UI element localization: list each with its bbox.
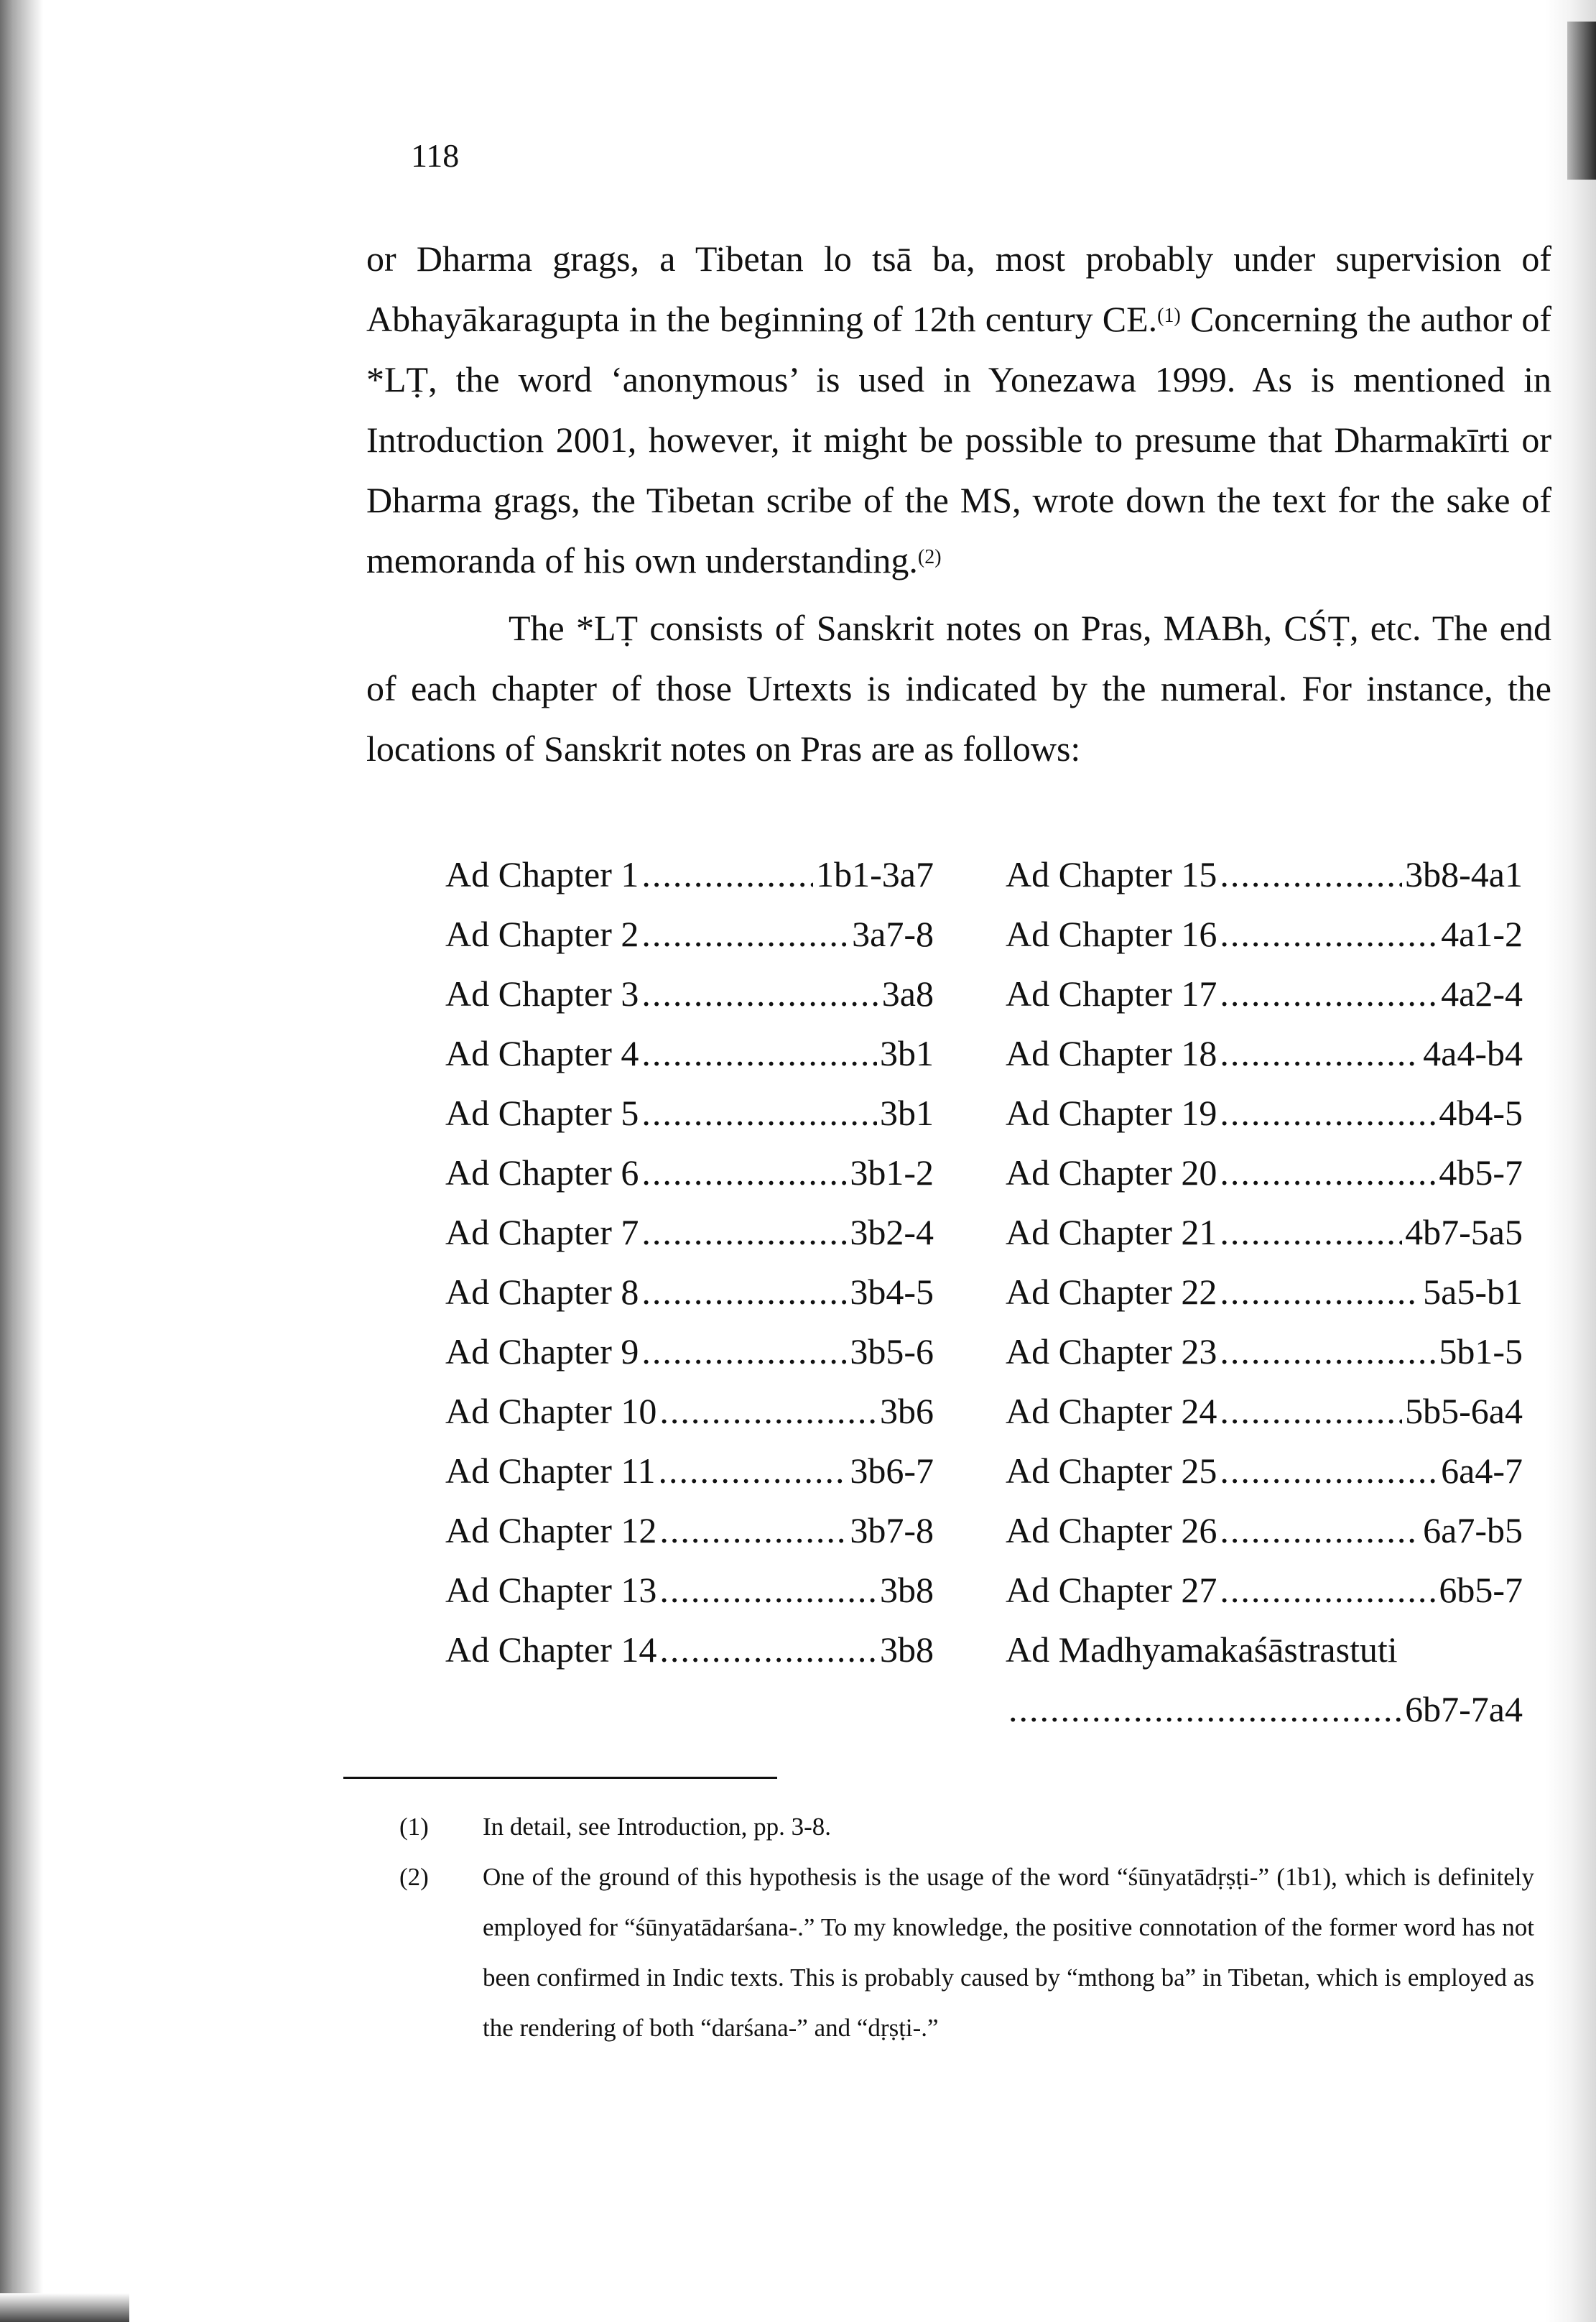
chapter-label: Ad Chapter 10	[445, 1391, 657, 1431]
folio-location: 4a1-2	[1441, 914, 1523, 954]
chapter-row	[445, 1322, 934, 1382]
folio-location: 5b1-5	[1439, 1331, 1523, 1372]
folio-location: 4a4-b4	[1423, 1033, 1523, 1073]
chapter-row	[445, 845, 934, 905]
chapter-row	[1006, 1382, 1523, 1441]
chapter-label: Ad Chapter 20	[1006, 1152, 1217, 1193]
paragraph-1-part-2: Concerning the author of *LṬ, the word ‘anonymous’ is used in Yonezawa 1999. As is mentioned in Introduction 2001, however, it might be possible to presume that Dharmakīrti or Dharma grags, the Tibetan scribe of the MS, wrote down the text for the sake of memoranda of his own understanding.	[366, 299, 1551, 580]
chapter-row	[445, 1620, 934, 1680]
chapter-label: Ad Chapter 18	[1006, 1033, 1217, 1073]
chapter-label: Ad Chapter 6	[445, 1152, 639, 1193]
folio-location: 6b7-7a4	[1405, 1689, 1523, 1729]
chapter-row	[445, 1382, 934, 1441]
footnote-rule	[343, 1777, 777, 1779]
folio-location: 3b5-6	[850, 1331, 934, 1372]
folio-location: 6a7-b5	[1423, 1510, 1523, 1550]
chapter-label: Ad Chapter 3	[445, 973, 639, 1014]
chapter-label: Ad Chapter 4	[445, 1033, 639, 1073]
scan-edge-left	[0, 0, 43, 2322]
chapter-label: Ad Chapter 19	[1006, 1093, 1217, 1133]
leader-dots	[659, 1441, 848, 1501]
folio-location: 6b5-7	[1439, 1570, 1523, 1610]
leader-dots	[1220, 1143, 1436, 1203]
leader-dots	[1220, 1560, 1436, 1620]
footnote-mark: (1)	[399, 1813, 429, 1841]
leader-dots	[659, 1620, 877, 1680]
chapter-row	[1006, 845, 1523, 905]
paragraph-2: The *LṬ consists of Sanskrit notes on Pras, MABh, CŚṬ, etc. The end of each chapter of those Urtexts is indicated by the numeral. For instance, the locations of Sanskrit notes on Pras are as follows:	[366, 608, 1551, 769]
folio-location: 3b7-8	[850, 1510, 934, 1550]
chapter-label: Ad Chapter 9	[445, 1331, 639, 1372]
leader-dots	[659, 1560, 877, 1620]
chapter-row	[1006, 964, 1523, 1024]
chapter-row	[1006, 1262, 1523, 1322]
footnote-1	[399, 1802, 1534, 1852]
chapter-row	[445, 964, 934, 1024]
chapter-row	[1006, 1083, 1523, 1143]
folio-location: 3b1	[880, 1093, 934, 1133]
chapter-label: Ad Chapter 13	[445, 1570, 657, 1610]
chapter-label: Ad Chapter 21	[1006, 1212, 1217, 1252]
folio-location: 4a2-4	[1441, 973, 1523, 1014]
stuti-label: Ad Madhyamakaśāstrastuti	[1006, 1629, 1398, 1670]
stuti-location-row	[1006, 1680, 1523, 1739]
folio-location: 4b5-7	[1439, 1152, 1523, 1193]
folio-location: 1b1-3a7	[816, 854, 934, 894]
leader-dots	[1220, 964, 1438, 1024]
folio-location: 3a8	[881, 973, 934, 1014]
leader-dots	[641, 1262, 847, 1322]
chapter-row	[1006, 1560, 1523, 1620]
leader-dots	[1220, 1322, 1436, 1382]
leader-dots	[1220, 905, 1438, 964]
chapter-label: Ad Chapter 22	[1006, 1272, 1217, 1312]
scan-corner-shadow	[1567, 22, 1596, 180]
chapter-list-left	[445, 845, 934, 1680]
chapter-label: Ad Chapter 16	[1006, 914, 1217, 954]
chapter-row	[445, 1262, 934, 1322]
chapter-row	[1006, 1143, 1523, 1203]
folio-location: 3b8-4a1	[1405, 854, 1523, 894]
footnotes	[399, 1802, 1534, 2053]
leader-dots	[1220, 1441, 1438, 1501]
folio-location: 5a5-b1	[1423, 1272, 1523, 1312]
body-text	[366, 228, 1551, 779]
leader-dots	[1220, 845, 1402, 905]
chapter-label: Ad Chapter 11	[445, 1451, 656, 1491]
chapter-label: Ad Chapter 23	[1006, 1331, 1217, 1372]
chapter-label: Ad Chapter 25	[1006, 1451, 1217, 1491]
leader-dots	[1220, 1382, 1402, 1441]
chapter-list-right	[1006, 845, 1523, 1739]
leader-dots	[641, 1024, 877, 1083]
chapter-label: Ad Chapter 2	[445, 914, 639, 954]
leader-dots	[1220, 1083, 1436, 1143]
chapter-row	[1006, 1203, 1523, 1262]
folio-location: 3b1	[880, 1033, 934, 1073]
chapter-label: Ad Chapter 15	[1006, 854, 1217, 894]
chapter-row	[1006, 1441, 1523, 1501]
page-number: 118	[411, 137, 460, 174]
leader-dots	[641, 1322, 847, 1382]
chapter-row	[445, 1560, 934, 1620]
leader-dots	[659, 1382, 877, 1441]
folio-location: 3b6	[880, 1391, 934, 1431]
chapter-row	[1006, 1024, 1523, 1083]
chapter-label: Ad Chapter 1	[445, 854, 639, 894]
paragraph-1-part-1: or Dharma grags, a Tibetan lo tsā ba, most probably under supervision of Abhayākaragupta in the beginning of 12th century CE.	[366, 239, 1551, 339]
leader-dots	[641, 1203, 847, 1262]
leader-dots	[1220, 1501, 1420, 1560]
stuti-label-row	[1006, 1620, 1523, 1680]
chapter-label: Ad Chapter 24	[1006, 1391, 1217, 1431]
chapter-label: Ad Chapter 26	[1006, 1510, 1217, 1550]
folio-location: 3b8	[880, 1570, 934, 1610]
chapter-label: Ad Chapter 27	[1006, 1570, 1217, 1610]
folio-location: 3b1-2	[850, 1152, 934, 1193]
folio-location: 3a7-8	[852, 914, 934, 954]
footnote-text: One of the ground of this hypothesis is the usage of the word “śūnyatādṛṣṭi-” (1b1), which is definitely employed for “śūnyatādarśana-.” To my knowledge, the positive connotation of the former word has not been confirmed in Indic texts. This is probably caused by “mthong ba” in Tibetan, which is employed as the rendering of both “darśana-” and “dṛṣṭi-.”	[483, 1863, 1534, 2042]
chapter-label: Ad Chapter 7	[445, 1212, 639, 1252]
chapter-label: Ad Chapter 5	[445, 1093, 639, 1133]
chapter-row	[445, 1441, 934, 1501]
folio-location: 4b7-5a5	[1405, 1212, 1523, 1252]
paragraph-1	[366, 228, 1551, 591]
leader-dots	[1008, 1680, 1402, 1739]
leader-dots	[641, 845, 813, 905]
footnote-2	[399, 1852, 1534, 2053]
chapter-row	[1006, 905, 1523, 964]
footnote-text: In detail, see Introduction, pp. 3-8.	[483, 1813, 832, 1841]
chapter-label: Ad Chapter 8	[445, 1272, 639, 1312]
leader-dots	[641, 1143, 847, 1203]
chapter-label: Ad Chapter 17	[1006, 973, 1217, 1014]
folio-location: 3b6-7	[850, 1451, 934, 1491]
folio-location: 3b4-5	[850, 1272, 934, 1312]
leader-dots	[641, 1083, 877, 1143]
chapter-row	[445, 905, 934, 964]
leader-dots	[1220, 1203, 1402, 1262]
chapter-row	[445, 1203, 934, 1262]
chapter-row	[445, 1501, 934, 1560]
footnote-mark: (2)	[399, 1863, 429, 1891]
scan-edge-bottom	[0, 2293, 129, 2322]
folio-location: 3b8	[880, 1629, 934, 1670]
folio-location: 5b5-6a4	[1405, 1391, 1523, 1431]
leader-dots	[659, 1501, 847, 1560]
leader-dots	[641, 964, 878, 1024]
scan-edge-right	[1546, 0, 1596, 2322]
chapter-row	[445, 1143, 934, 1203]
chapter-row	[445, 1024, 934, 1083]
folio-location: 3b2-4	[850, 1212, 934, 1252]
chapter-label: Ad Chapter 14	[445, 1629, 657, 1670]
folio-location: 6a4-7	[1441, 1451, 1523, 1491]
chapter-label: Ad Chapter 12	[445, 1510, 657, 1550]
chapter-row	[445, 1083, 934, 1143]
chapter-row	[1006, 1322, 1523, 1382]
folio-location: 4b4-5	[1439, 1093, 1523, 1133]
footnote-ref-2[interactable]: (2)	[917, 546, 942, 568]
footnote-ref-1[interactable]: (1)	[1157, 305, 1181, 327]
chapter-row	[1006, 1501, 1523, 1560]
leader-dots	[641, 905, 849, 964]
leader-dots	[1220, 1262, 1420, 1322]
leader-dots	[1220, 1024, 1420, 1083]
